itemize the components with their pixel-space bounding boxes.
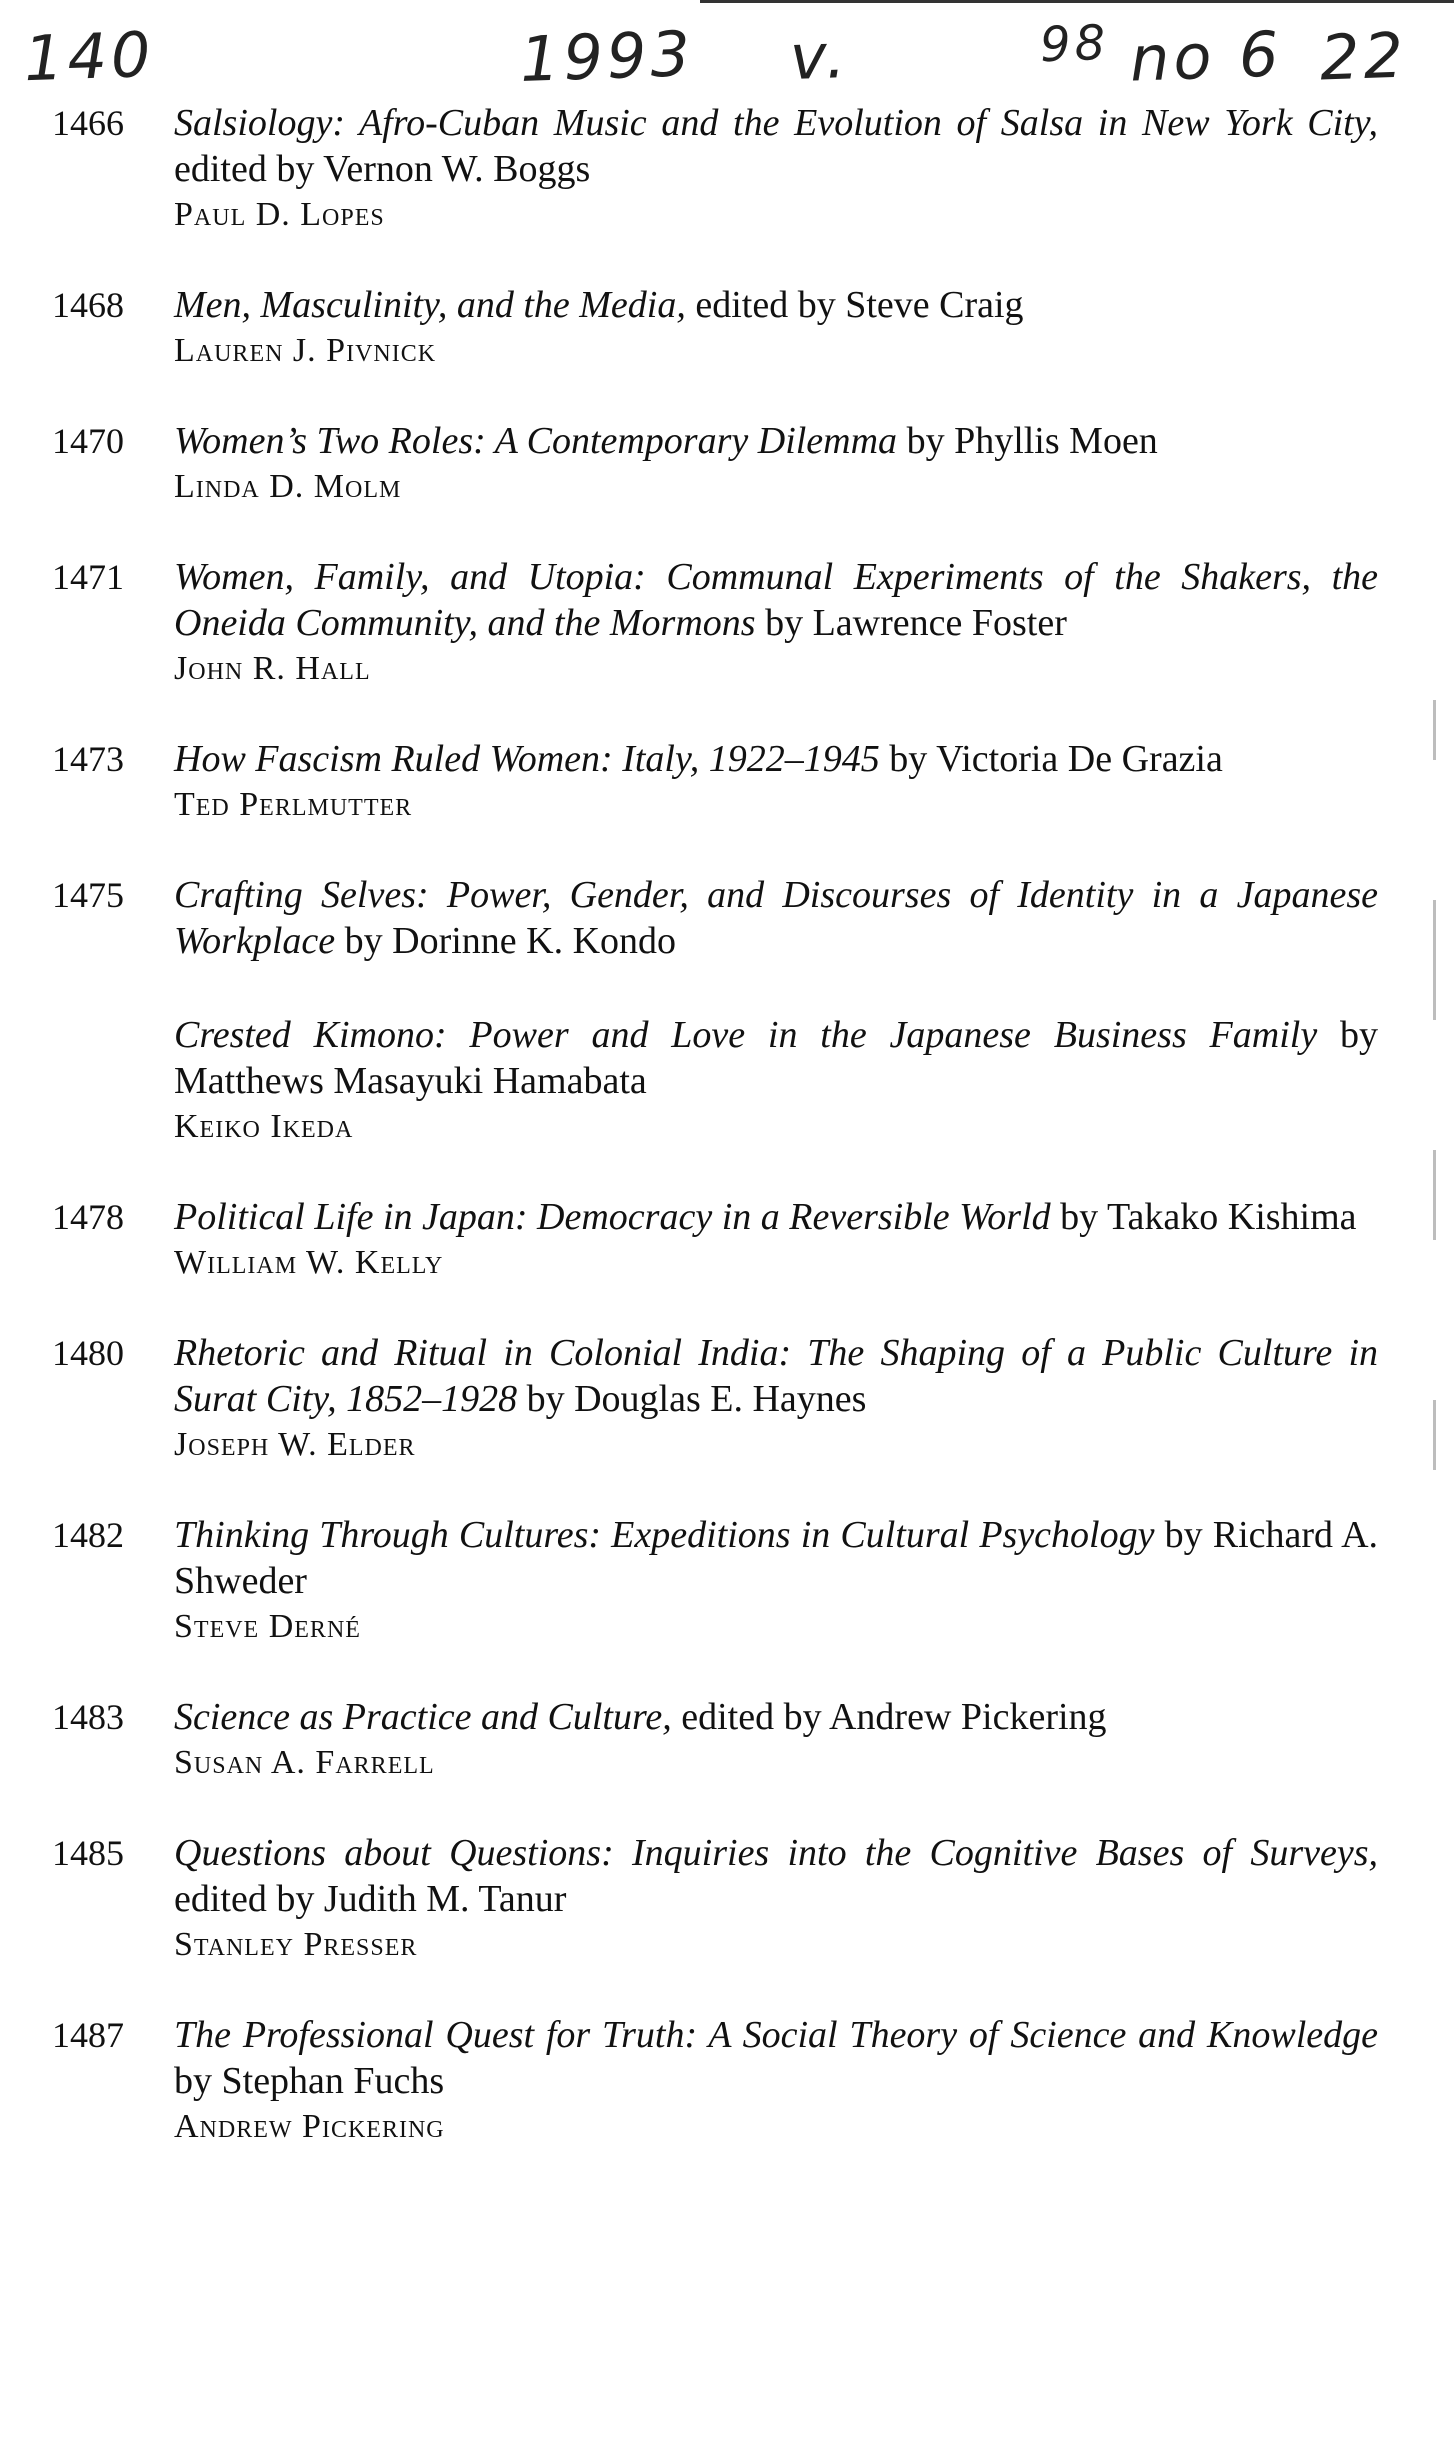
entry-body <box>174 2012 1378 2150</box>
reviewer-name: Keiko Ikeda <box>174 1108 354 1145</box>
book-author: by Douglas E. Haynes <box>517 1378 867 1420</box>
book-citation <box>174 1694 1378 1740</box>
page-number: 1485 <box>52 1833 124 1873</box>
book-author: edited by Andrew Pickering <box>671 1696 1107 1738</box>
book-citation <box>174 736 1378 782</box>
book-author: edited by Vernon W. Boggs <box>174 148 591 190</box>
book-citation <box>174 554 1378 646</box>
scan-edge-line <box>700 0 1454 3</box>
reviewer-name: John R. Hall <box>174 650 371 687</box>
book-citation <box>174 2012 1378 2104</box>
book-author: by Takako Kishima <box>1050 1196 1357 1238</box>
reviewer-name: Linda D. Molm <box>174 468 402 505</box>
entry-body <box>174 1512 1378 1650</box>
entry-body <box>174 418 1378 510</box>
reviewer-name: Susan A. Farrell <box>174 1744 435 1781</box>
review-entry <box>48 1194 1378 1286</box>
page-number: 1478 <box>52 1197 124 1237</box>
scan-speckle <box>1433 700 1436 760</box>
book-title: Crested Kimono: Power and Love in the Japanese Business Family <box>174 1014 1318 1056</box>
book-author: by Richard A. Shweder <box>174 1514 1379 1602</box>
page-number: 1483 <box>52 1697 124 1737</box>
entry-body <box>174 554 1378 692</box>
review-entry <box>48 872 1378 1150</box>
reviewer-name: Paul D. Lopes <box>174 196 385 233</box>
review-entry <box>48 1694 1378 1786</box>
reviewer-name: Joseph W. Elder <box>174 1426 416 1463</box>
handwritten-issue: no 6 <box>1128 17 1284 96</box>
entry-body <box>174 872 1378 1150</box>
reviewer-name: Stanley Presser <box>174 1926 418 1963</box>
review-entry <box>48 1330 1378 1468</box>
reviewer-name: Andrew Pickering <box>174 2108 445 2145</box>
entry-body <box>174 736 1378 828</box>
book-citation <box>174 1830 1378 1922</box>
page-number: 1466 <box>52 103 124 143</box>
book-citation <box>174 418 1378 464</box>
book-title: Men, Masculinity, and the Media, <box>174 284 686 326</box>
entry-body <box>174 1194 1378 1286</box>
book-title: Thinking Through Cultures: Expeditions in Cultural Psychology <box>174 1514 1155 1556</box>
scan-speckle <box>1433 1150 1436 1240</box>
page-number: 1475 <box>52 875 124 915</box>
page-number: 1470 <box>52 421 124 461</box>
book-title: Women’s Two Roles: A Contemporary Dilemma <box>174 420 898 462</box>
book-title: How Fascism Ruled Women: Italy, 1922–1945 <box>174 738 880 780</box>
book-author: by Lawrence Foster <box>755 602 1067 644</box>
review-entry <box>48 736 1378 828</box>
handwritten-mark: 22 <box>1318 18 1409 95</box>
book-title: Science as Practice and Culture, <box>174 1696 672 1738</box>
book-title: Women, Family, and Utopia: Communal Experiments of the Shakers, the Oneida Community, and the Mormons <box>174 556 1378 644</box>
book-title: Crafting Selves: Power, Gender, and Discourses of Identity in a Japanese Workplace <box>174 874 1378 962</box>
book-title: The Professional Quest for Truth: A Social Theory of Science and Knowledge <box>174 2014 1378 2056</box>
page-number: 1482 <box>52 1515 124 1555</box>
book-author: edited by Steve Craig <box>685 284 1024 326</box>
book-author: by Victoria De Grazia <box>879 738 1223 780</box>
book-citation <box>174 1330 1378 1422</box>
book-citation <box>174 1194 1378 1240</box>
book-citation <box>174 1012 1378 1104</box>
book-title: Rhetoric and Ritual in Colonial India: The Shaping of a Public Culture in Surat City, 1852–1928 <box>174 1332 1378 1420</box>
handwritten-year: 1993 <box>518 16 696 97</box>
book-author: by Dorinne K. Kondo <box>335 920 677 962</box>
page-number: 1480 <box>52 1333 124 1373</box>
book-citation <box>174 1512 1378 1604</box>
review-entry <box>48 418 1378 510</box>
page-number: 1487 <box>52 2015 124 2055</box>
entry-body <box>174 1830 1378 1968</box>
book-author: edited by Judith M. Tanur <box>174 1878 567 1920</box>
review-list <box>48 100 1378 2194</box>
entry-body <box>174 1694 1378 1786</box>
review-entry <box>48 2012 1378 2150</box>
book-citation <box>174 100 1378 192</box>
entry-body <box>174 1330 1378 1468</box>
review-entry <box>48 100 1378 238</box>
book-citation <box>174 872 1378 964</box>
review-entry <box>48 1830 1378 1968</box>
page-number: 1471 <box>52 557 124 597</box>
book-author: by Phyllis Moen <box>897 420 1158 462</box>
scan-speckle <box>1433 1400 1436 1470</box>
book-title: Political Life in Japan: Democracy in a Reversible World <box>174 1196 1051 1238</box>
entry-body <box>174 100 1378 238</box>
book-title: Salsiology: Afro-Cuban Music and the Evolution of Salsa in New York City, <box>174 102 1378 144</box>
page-number: 1473 <box>52 739 124 779</box>
handwritten-annotation <box>0 14 1454 104</box>
handwritten-number: 140 <box>22 17 156 96</box>
book-author: by Stephan Fuchs <box>174 2060 445 2102</box>
reviewer-name: William W. Kelly <box>174 1244 444 1281</box>
review-entry <box>48 1512 1378 1650</box>
review-entry <box>48 554 1378 692</box>
review-entry <box>48 282 1378 374</box>
page-number: 1468 <box>52 285 124 325</box>
handwritten-volume-label: v. <box>788 18 851 95</box>
scan-speckle <box>1433 900 1436 1020</box>
book-title: Questions about Questions: Inquiries into the Cognitive Bases of Surveys, <box>174 1832 1378 1874</box>
entry-body <box>174 282 1378 374</box>
handwritten-volume-number: 98 <box>1039 14 1111 74</box>
reviewer-name: Ted Perlmutter <box>174 786 413 823</box>
reviewer-name: Steve Derné <box>174 1608 361 1645</box>
reviewer-name: Lauren J. Pivnick <box>174 332 437 369</box>
book-citation <box>174 282 1378 328</box>
book-author: by Matthews Masayuki Hamabata <box>174 1014 1378 1102</box>
